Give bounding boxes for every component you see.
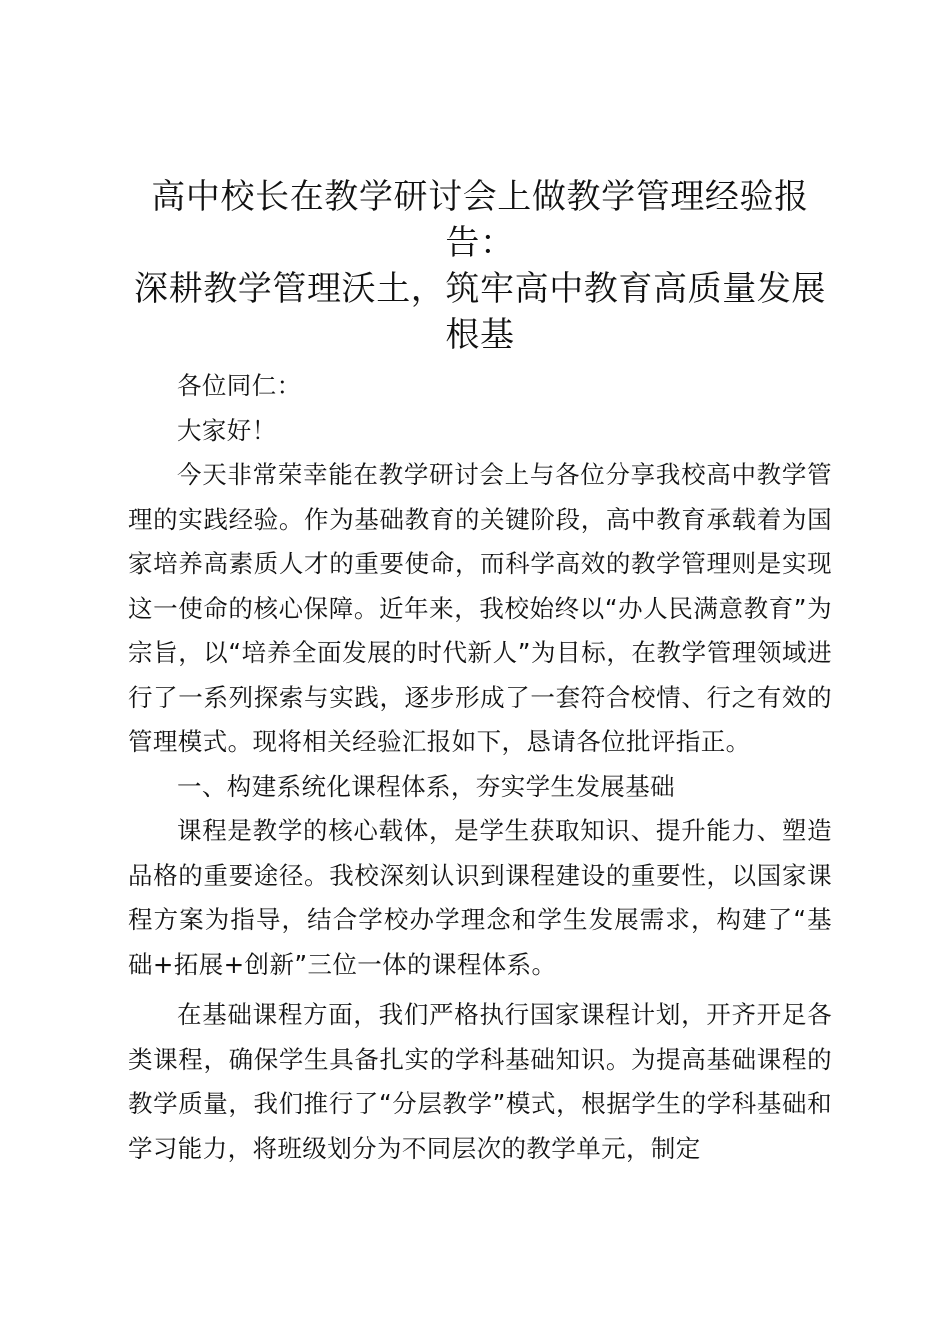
intro-paragraph: 今天非常荣幸能在教学研讨会上与各位分享我校高中教学管理的实践经验。作为基础教育的关键阶段，高中教育承载着为国家培养高素质人才的重要使命，而科学高效的教学管理则是实现这一使命的核心保障。近年来，我校始终以“办人民满意教育”为宗旨，以“培养全面发展的时代新人”为目标，在教学管理领域进行了一系列探索与实践，逐步形成了一套符合校情、行之有效的管理模式。现将相关经验汇报如下，恳请各位批评指正。: [128, 460, 832, 756]
greeting: 大家好！: [177, 415, 277, 445]
title-line-2: 深耕教学管理沃土，筑牢高中教育高质量发展: [134, 269, 826, 309]
document-page: [128, 174, 832, 1171]
title-line-1: 高中校长在教学研讨会上做教学管理经验报告：: [151, 177, 809, 263]
section-1-paragraph-1: 课程是教学的核心载体，是学生获取知识、提升能力、塑造品格的重要途径。我校深刻认识到课程建设的重要性，以国家课程方案为指导，结合学校办学理念和学生发展需求，构建了“基础+拓展+创新”三位一体的课程体系。: [128, 816, 832, 979]
title-line-3: 根基: [445, 315, 515, 355]
salutation: 各位同仁：: [177, 371, 302, 400]
section-1-heading: 一、构建系统化课程体系，夯实学生发展基础: [177, 771, 675, 801]
document-title: [128, 174, 832, 358]
section-1-paragraph-2: 在基础课程方面，我们严格执行国家课程计划，开齐开足各类课程，确保学生具备扎实的学科基础知识。为提高基础课程的教学质量，我们推行了“分层教学”模式，根据学生的学科基础和学习能力，将班级划分为不同层次的教学单元，制定: [128, 1000, 832, 1163]
